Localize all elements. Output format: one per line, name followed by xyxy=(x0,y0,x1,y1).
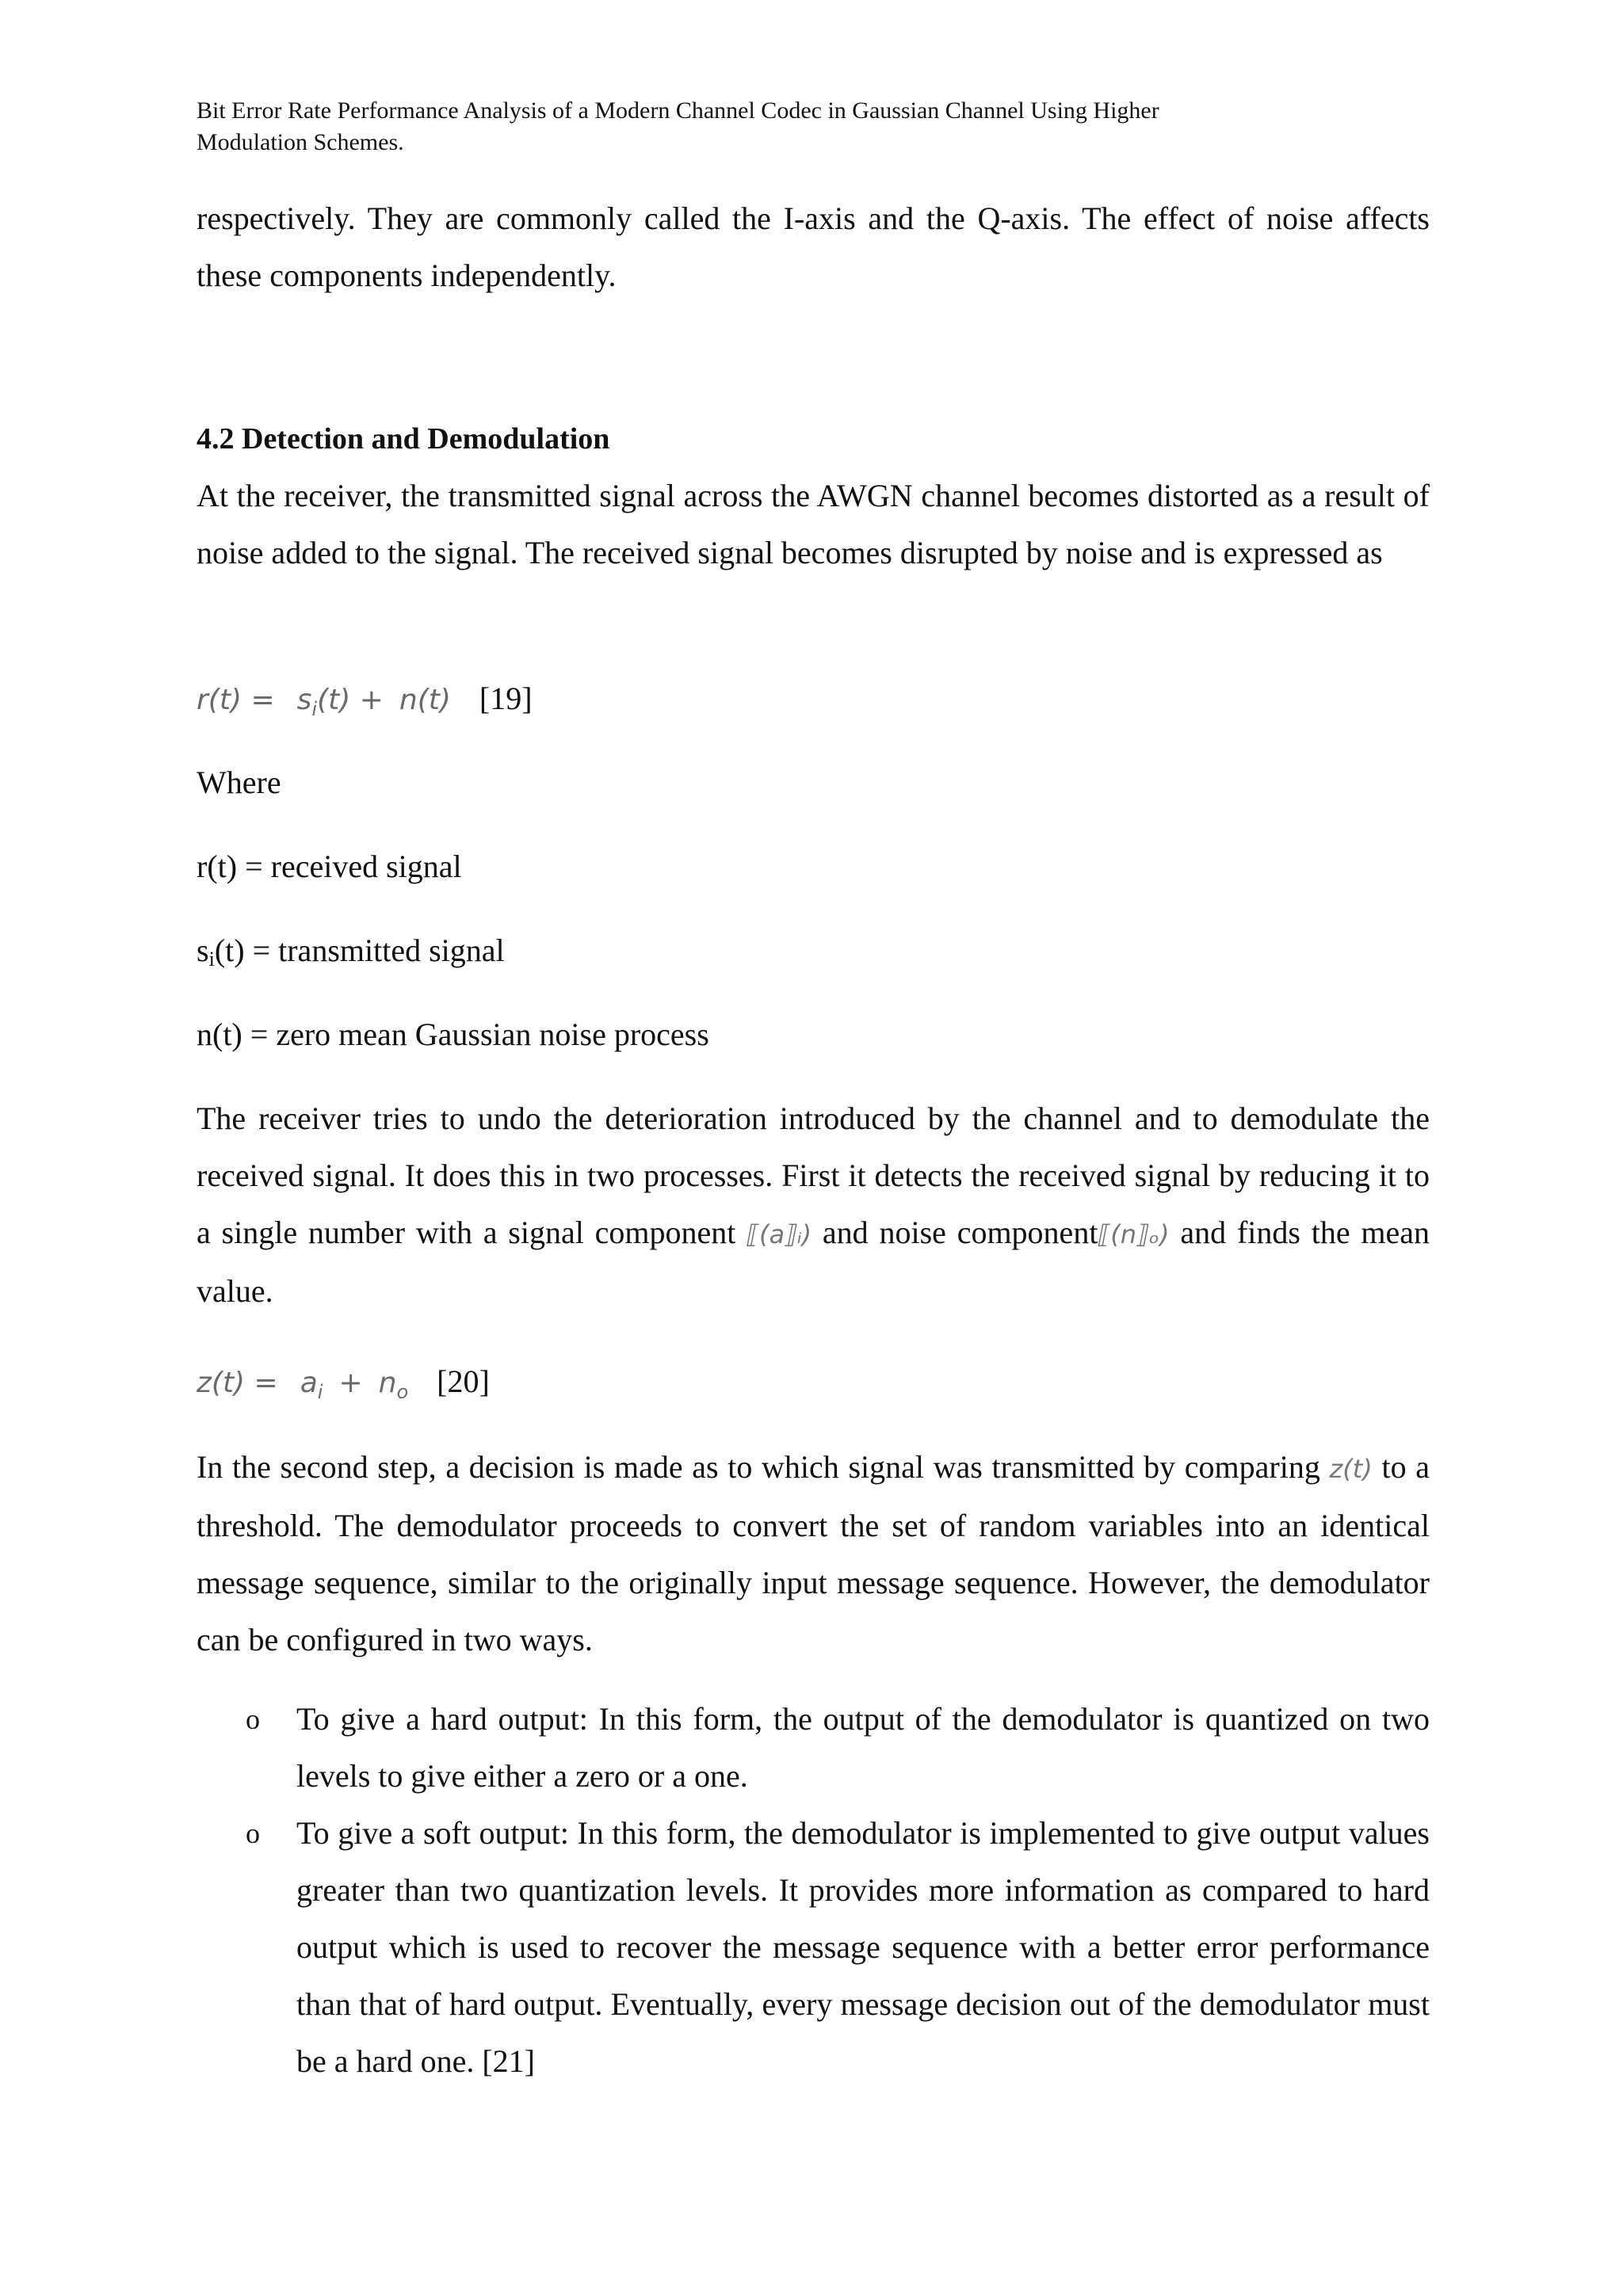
eq19-term2: n(t) xyxy=(399,684,451,716)
definition-r: r(t) = received signal xyxy=(197,849,462,884)
definition-s-rest: (t) = transmitted signal xyxy=(214,933,505,968)
header-line-2: Modulation Schemes. xyxy=(197,129,404,155)
bullet-marker: o xyxy=(246,1817,260,1849)
eq19-ref: [19] xyxy=(479,681,533,716)
eq20-a-sub: i xyxy=(317,1381,323,1403)
list-item xyxy=(246,1691,1430,1805)
z-symbol: z(t) xyxy=(1329,1454,1373,1484)
noise-component-symbol: ⟦(n⟧ₒ) xyxy=(1098,1219,1170,1249)
bullet-list xyxy=(246,1691,1430,2090)
eq20-plus: + xyxy=(338,1367,363,1399)
paragraph-2-part-3: and finds the mean value. xyxy=(197,1215,1430,1309)
running-header xyxy=(197,95,1433,158)
list-item xyxy=(246,1805,1430,2090)
bullet-text: To give a hard output: In this form, the output of the demodulator is quantized on two levels to give either a zero or a one. xyxy=(296,1701,1430,1794)
eq20-n-sub: o xyxy=(396,1381,409,1403)
bullet-marker: o xyxy=(246,1703,260,1735)
equation-20 xyxy=(197,1358,490,1416)
paragraph-2-part-2: and noise component xyxy=(812,1215,1098,1250)
paragraph-3-part-1: In the second step, a decision is made as to which signal was transmitted by comparing xyxy=(197,1449,1330,1485)
section-heading: 4.2 Detection and Demodulation xyxy=(197,422,610,456)
eq20-ref: [20] xyxy=(437,1363,490,1399)
paragraph-3 xyxy=(197,1439,1430,1669)
eq20-a: a xyxy=(300,1367,318,1399)
where-label: Where xyxy=(197,765,281,800)
definition-n: n(t) = zero mean Gaussian noise process xyxy=(197,1016,709,1052)
paragraph-2-part-1: The receiver tries to undo the deterioration introduced by the channel and to demodulate the received signal. It does this in two processes. First it detects the received signal by reducing it to a single number with a signal component xyxy=(197,1100,1430,1250)
eq20-n: n xyxy=(378,1367,397,1399)
definition-s-prefix: s xyxy=(197,933,209,968)
intro-paragraph: respectively. They are commonly called the I-axis and the Q-axis. The effect of noise affects these components independently. xyxy=(197,200,1430,293)
paragraph-3-part-2: to a threshold. The demodulator proceeds to convert the set of random variables into an identical message sequence, similar to the originally input message sequence. However, the demodulator can be configured in two ways. xyxy=(197,1449,1430,1657)
eq20-lhs: z(t) = xyxy=(197,1367,278,1399)
definition-s-sub: i xyxy=(208,948,215,971)
signal-component-symbol: ⟦(a⟧ᵢ) xyxy=(747,1219,812,1249)
definition-s xyxy=(197,927,505,983)
eq19-term1-sub: i xyxy=(311,698,318,720)
header-line-1: Bit Error Rate Performance Analysis of a Modern Channel Codec in Gaussian Channel Using Higher xyxy=(197,97,1159,124)
eq19-lhs: r(t) = xyxy=(197,684,275,716)
bullet-text: To give a soft output: In this form, the demodulator is implemented to give output values greater than two quantization levels. It provides more information as compared to hard output which is used to recover the message sequence with a better error performance than that of hard output. Eventually, every message decision out of the demodulator must be a hard one. [21] xyxy=(296,1815,1430,2079)
section-paragraph-1: At the receiver, the transmitted signal across the AWGN channel becomes distorted as a result of noise added to the signal. The received signal becomes disrupted by noise and is expressed as xyxy=(197,478,1430,570)
equation-19 xyxy=(197,675,533,733)
eq19-term1-rest: (t) + xyxy=(317,684,384,716)
paragraph-2 xyxy=(197,1090,1430,1320)
eq19-term1: s xyxy=(296,684,312,716)
